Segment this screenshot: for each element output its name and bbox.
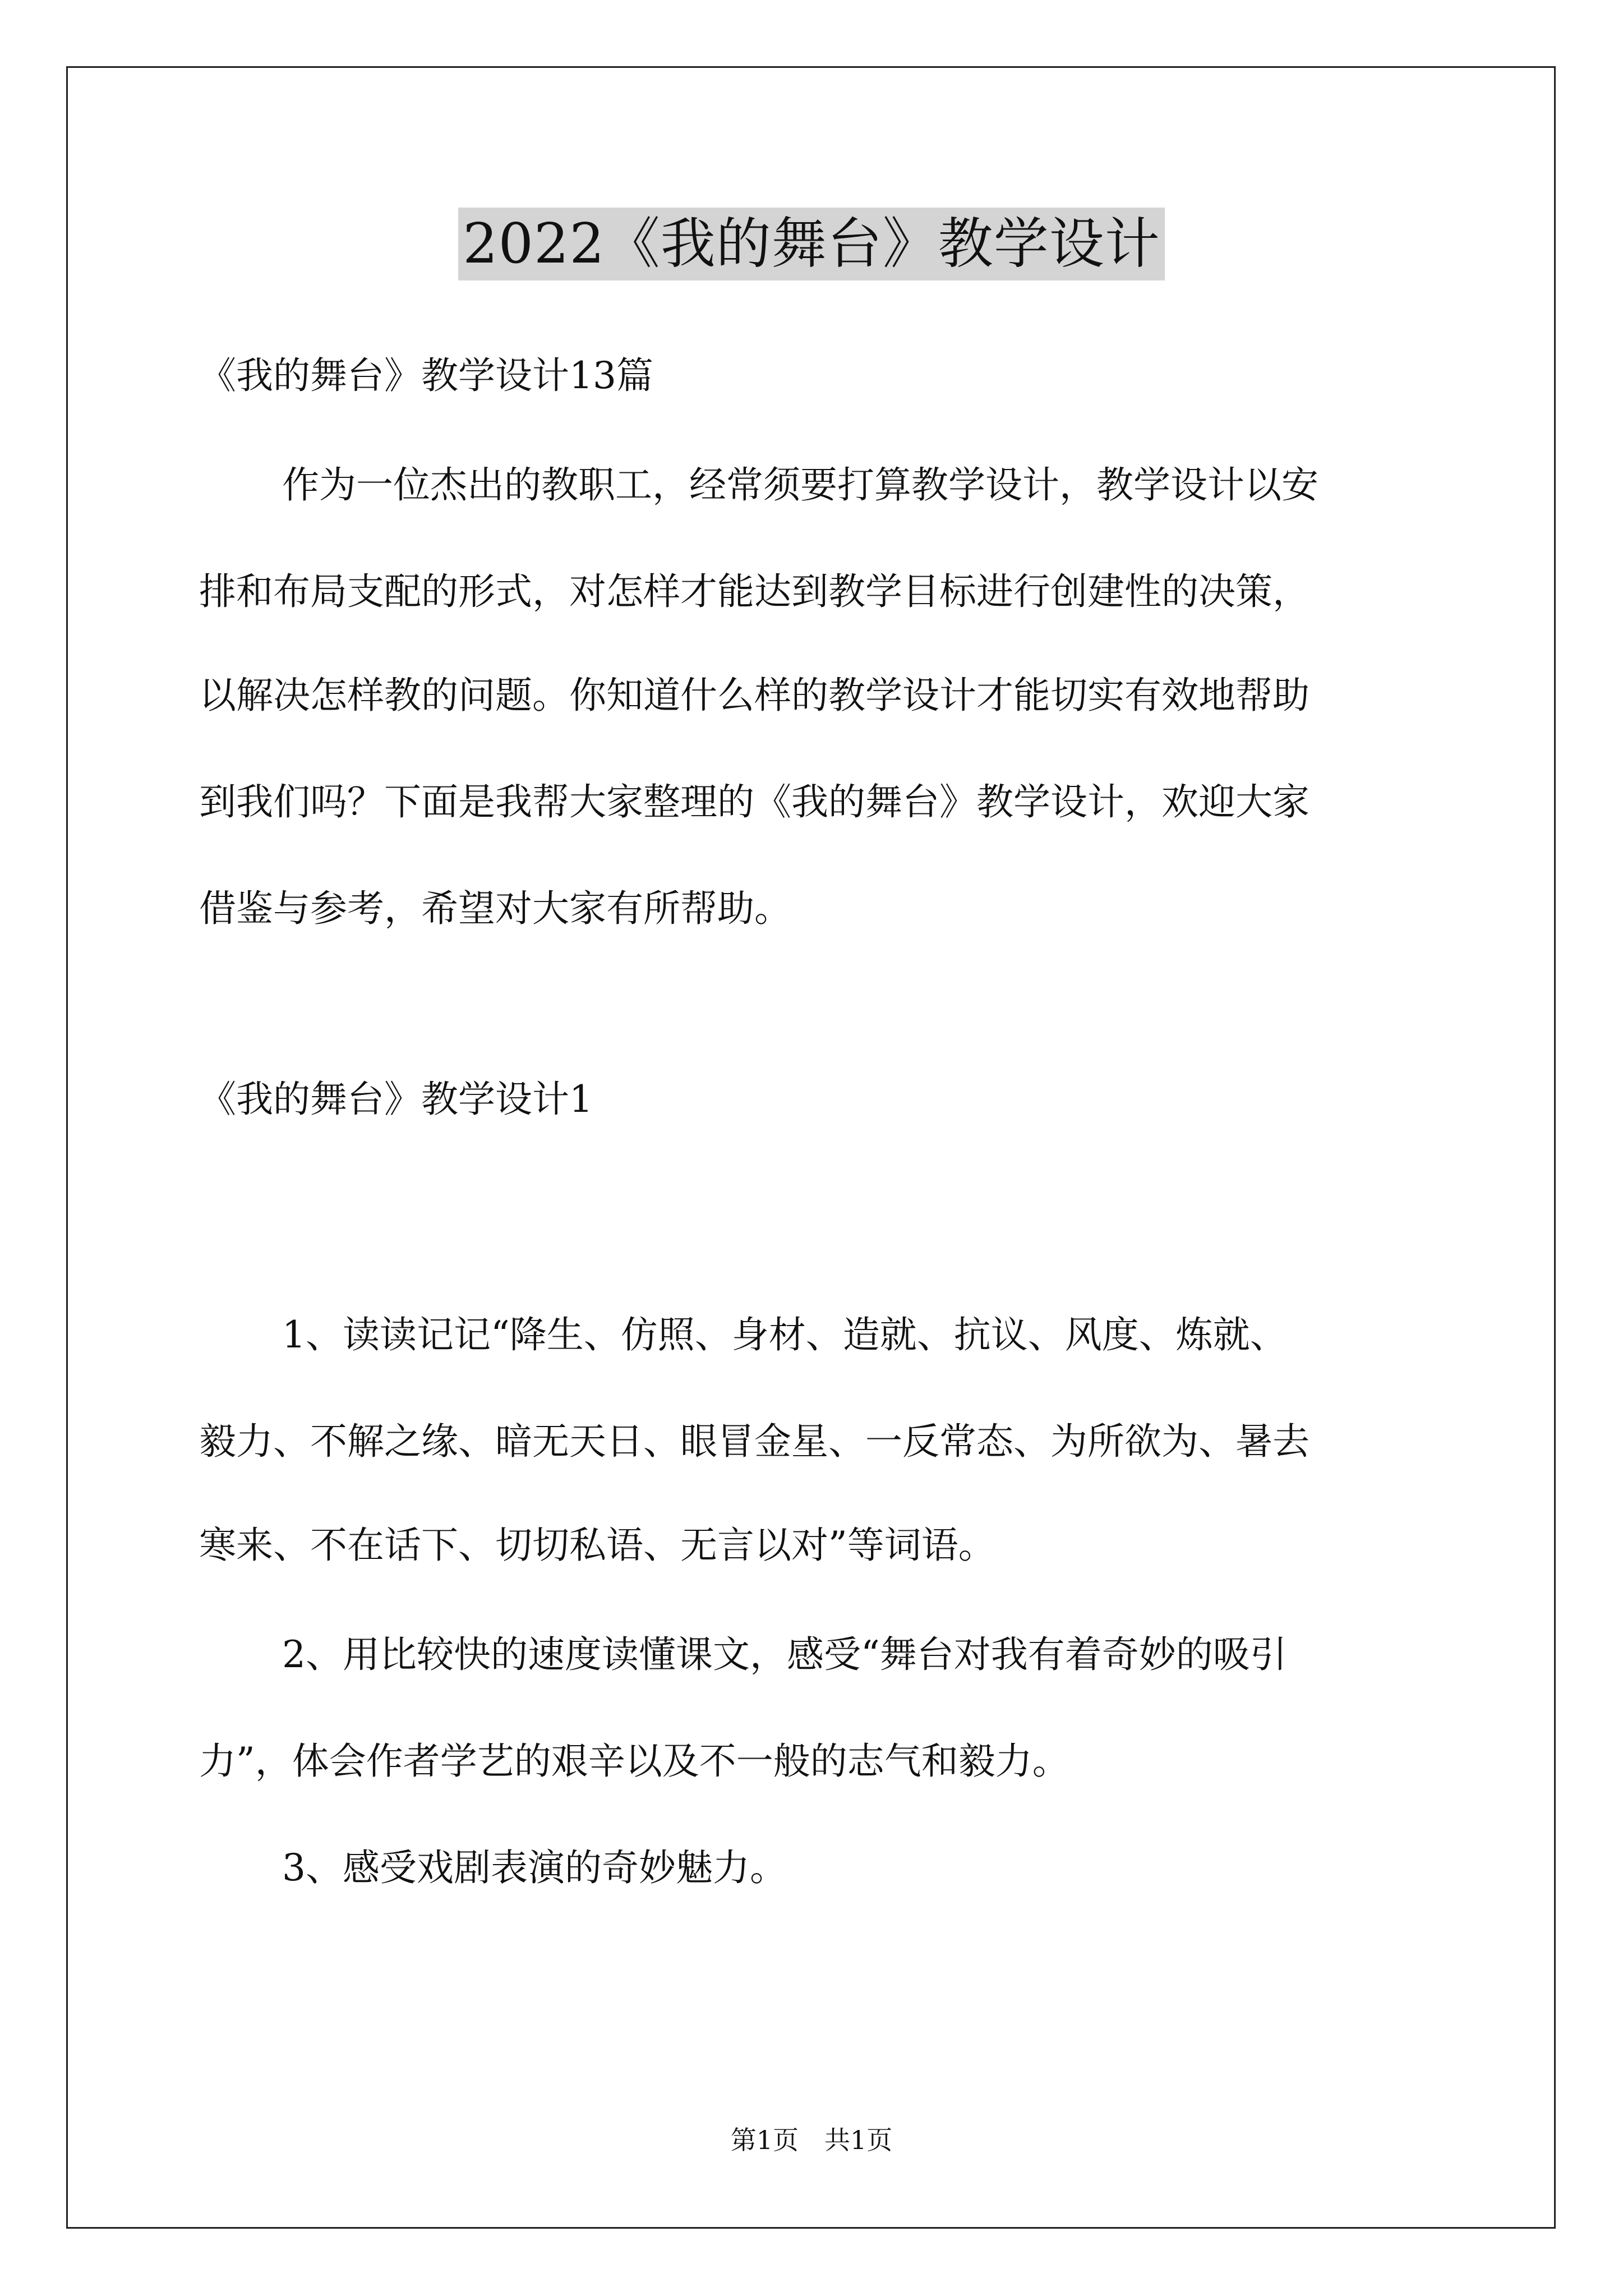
objective-line: 寒来、不在话下、切切私语、无言以对”等词语。 [199, 1524, 995, 1567]
intro-line: 以解决怎样教的问题。你知道什么样的教学设计才能切实有效地帮助 [199, 674, 1310, 717]
objective-line: 毅力、不解之缘、暗无天日、眼冒金星、一反常态、为所欲为、暑去 [199, 1420, 1310, 1463]
page-footer: 第1页 共1页 [730, 2125, 893, 2155]
subtitle-line: 《我的舞台》教学设计13篇 [199, 354, 653, 397]
document-title: 2022《我的舞台》教学设计 [458, 208, 1164, 280]
objective-line: 3、感受戏剧表演的奇妙魅力。 [282, 1846, 787, 1889]
objective-line: 1、读读记记“降生、仿照、身材、造就、抗议、风度、炼就、 [282, 1313, 1287, 1356]
intro-line: 作为一位杰出的教职工，经常须要打算教学设计，教学设计以安 [282, 463, 1318, 507]
intro-line: 排和布局支配的形式，对怎样才能达到教学目标进行创建性的决策， [199, 570, 1310, 613]
intro-line: 借鉴与参考，希望对大家有所帮助。 [199, 887, 791, 930]
section-heading: 《我的舞台》教学设计1 [199, 1078, 593, 1121]
intro-line: 到我们吗？下面是我帮大家整理的《我的舞台》教学设计，欢迎大家 [199, 780, 1310, 823]
title-container [0, 208, 1623, 280]
objective-line: 2、用比较快的速度读懂课文，感受“舞台对我有着奇妙的吸引 [282, 1633, 1287, 1676]
objective-line: 力”，体会作者学艺的艰辛以及不一般的志气和毅力。 [199, 1740, 1069, 1783]
